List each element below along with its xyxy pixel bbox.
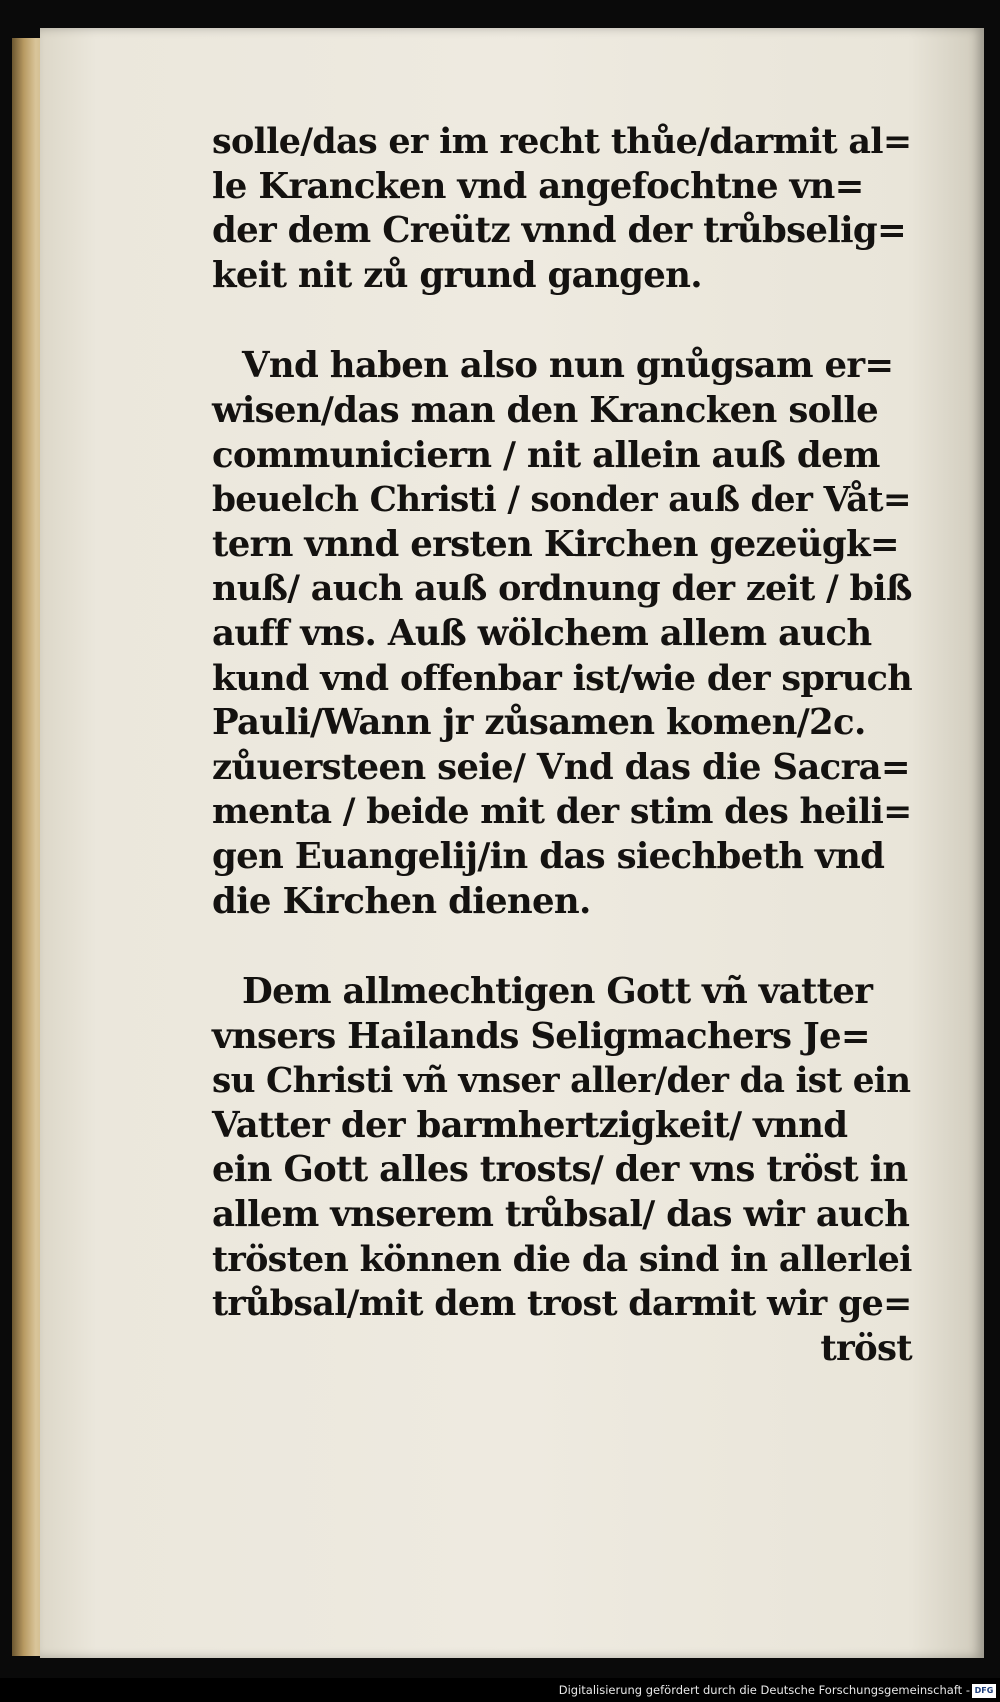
text-line: vnsers Hailands Seligmachers Je= [212, 1015, 870, 1057]
text-line: Dem allmechtigen Gott vñ vatter [242, 971, 873, 1013]
text-line: trůbsal/mit dem trost darmit wir ge= [212, 1283, 912, 1325]
footer-bar [0, 1678, 1000, 1702]
catchword: tröst [820, 1327, 912, 1369]
text-line: communiciern / nit allein auß dem [212, 434, 880, 476]
paragraph-1 [212, 120, 912, 298]
paragraph-2 [212, 344, 912, 924]
paragraph-3 [212, 970, 912, 1371]
text-line: ein Gott alles trosts/ der vns tröst in [212, 1149, 908, 1191]
text-line: kund vnd offenbar ist/wie der spruch [212, 657, 913, 699]
text-line: allem vnserem trůbsal/ das wir auch [212, 1194, 910, 1236]
text-line: wisen/das man den Krancken solle [212, 389, 879, 431]
text-line: tern vnnd ersten Kirchen gezeügk= [212, 523, 899, 565]
text-line: Vnd haben also nun gnůgsam er= [242, 345, 894, 387]
page-text [212, 120, 912, 1371]
dfg-logo: DFG [972, 1684, 996, 1698]
text-line: die Kirchen dienen. [212, 880, 591, 922]
text-line: su Christi vñ vnser aller/der da ist ein [212, 1061, 911, 1102]
text-line: der dem Creütz vnnd der trůbselig= [212, 210, 907, 252]
text-line: nuß/ auch auß ordnung der zeit / biß [212, 568, 912, 610]
text-line: Vatter der barmhertzigkeit/ vnnd [212, 1104, 848, 1146]
text-line: solle/das er im recht thůe/darmit al= [212, 121, 912, 162]
text-line: gen Euangelij/in das siechbeth vnd [212, 835, 885, 877]
text-line: beuelch Christi / sonder auß der Våt= [212, 480, 911, 521]
text-line: menta / beide mit der stim des heili= [212, 791, 912, 833]
text-line: auff vns. Auß wölchem allem auch [212, 612, 872, 654]
text-line: Pauli/Wann jr zůsamen komen/2c. [212, 702, 866, 744]
text-line: zůuersteen seie/ Vnd das die Sacra= [212, 746, 910, 788]
text-line: keit nit zů grund gangen. [212, 254, 702, 296]
text-line: trösten können die da sind in allerlei [212, 1238, 912, 1280]
text-line: le Krancken vnd angefochtne vn= [212, 165, 864, 207]
footer-credit: Digitalisierung gefördert durch die Deutsche Forschungsgemeinschaft - [558, 1683, 970, 1697]
